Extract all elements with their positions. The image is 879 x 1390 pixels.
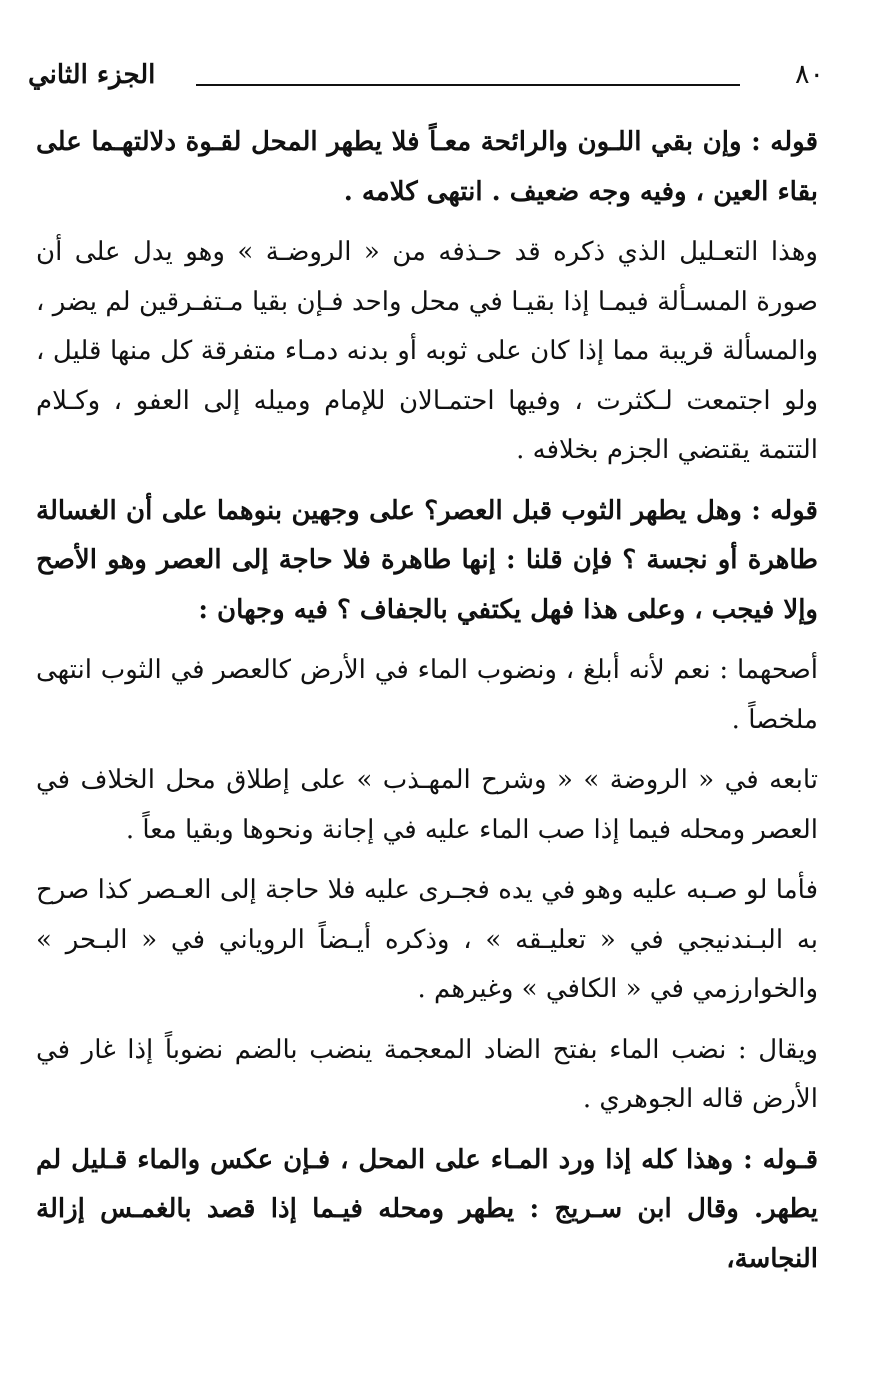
paragraph-7: ويقال : نضب الماء بفتح الضاد المعجمة ينضب بالضم نضوباً إذا غار في الأرض قاله الجوهري . bbox=[36, 1034, 818, 1114]
header-rule bbox=[196, 84, 740, 86]
part-title: الجزء الثاني bbox=[28, 60, 156, 90]
paragraph-4: أصحهما : نعم لأنه أبلغ ، ونضوب الماء في الأرض كالعصر في الثوب انتهى ملخصاً . bbox=[36, 655, 818, 735]
paragraph-6: فأما لو صـبه عليه وهو في يده فجـرى عليه فلا حاجة إلى العـصر كذا صرح به البـندنيجي في « تعليـقه » ، وذكره أيـضاً الروياني في « البـحر » والخوارزمي في « الكافي » وغيرهم . bbox=[36, 875, 818, 1004]
paragraph-1: قوله : وإن بقي اللـون والرائحة معـاً فلا يطهر المحل لقـوة دلالتهـما على بقاء العين ، وفيه وجه ضعيف . انتهى كلامه . bbox=[36, 127, 818, 207]
paragraph-2: وهذا التعـليل الذي ذكره قد حـذفه من « الروضـة » وهو يدل على أن صورة المسـألة فيمـا إذا بقيـا في محل واحد فـإن بقيا مـتفـرقين لم يضر ، والمسألة قريبة مما إذا كان على ثوبه أو بدنه دمـاء متفرقة كل منها قليل ، ولو اجتمعت لـكثرت ، وفيها احتمـالان للإمام وميله إلى العفو ، وكـلام التتمة يقتضي الجزم بخلافه . bbox=[36, 237, 818, 465]
body-text bbox=[36, 118, 818, 1295]
paragraph-8: قـوله : وهذا كله إذا ورد المـاء على المحل ، فـإن عكس والماء قـليل لم يطهر. وقال ابن سـريج : يطهر ومحله فيـما إذا قصد بالغمـس إزالة النجاسة، bbox=[36, 1144, 818, 1274]
page-number: ٨٠ bbox=[794, 59, 824, 90]
page-header bbox=[28, 56, 824, 100]
paragraph-5: تابعه في « الروضة » « وشرح المهـذب » على إطلاق محل الخلاف في العصر ومحله فيما إذا صب الماء عليه في إجانة ونحوها وبقيا معاً . bbox=[36, 765, 818, 845]
paragraph-3: قوله : وهل يطهر الثوب قبل العصر؟ على وجهين بنوهما على أن الغسالة طاهرة أو نجسة ؟ فإن قلنا : إنها طاهرة فلا حاجة إلى العصر وهو الأصح وإلا فيجب ، وعلى هذا فهل يكتفي بالجفاف ؟ فيه وجهان : bbox=[36, 495, 818, 625]
